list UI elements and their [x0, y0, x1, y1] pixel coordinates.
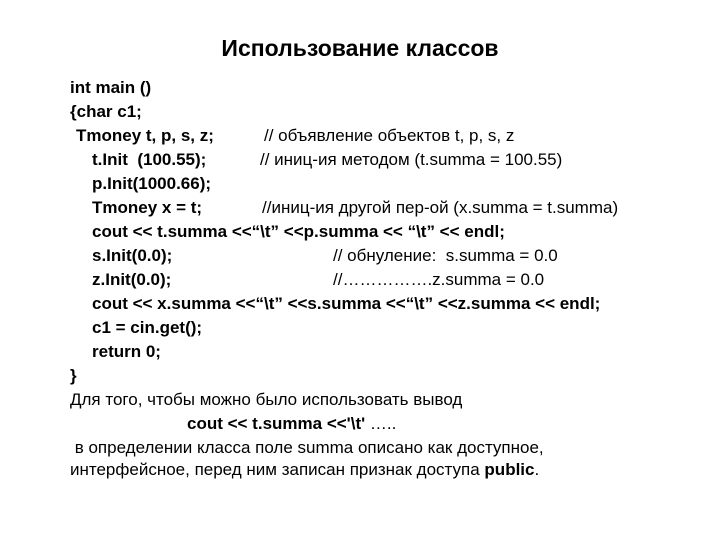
code-line-char-decl: {char c1; — [70, 102, 142, 121]
note-public-keyword: public — [484, 460, 535, 479]
code-comment-x-copy: //иниц-ия другой пер-ой (x.summa = t.summa) — [262, 198, 619, 217]
note-line-3: в определении класса поле summa описано как доступное, — [70, 438, 544, 457]
code-line-cout-1: cout << t.summa <<“\t” <<p.summa << “\t” << endl; — [92, 222, 505, 241]
code-comment-s-init: // обнуление: s.summa = 0.0 — [333, 246, 558, 265]
code-comment-z-init: //…………….z.summa = 0.0 — [333, 270, 545, 289]
code-comment-t-init: // иниц-ия методом (t.summa = 100.55) — [260, 150, 563, 169]
note-code-snippet: cout << t.summa <<'\t' — [187, 414, 366, 433]
slide-title: Использование классов — [221, 35, 499, 61]
code-line-main: int main () — [70, 78, 152, 97]
note-line-4 — [70, 459, 539, 481]
note-line-4-period: . — [534, 460, 540, 479]
code-line-s-init: s.Init(0.0); — [92, 246, 173, 265]
code-line-return: return 0; — [92, 342, 161, 361]
code-line-cin-get: c1 = cin.get(); — [92, 318, 203, 337]
code-line-tmoney-decl: Tmoney t, p, s, z; — [76, 126, 214, 145]
code-line-z-init: z.Init(0.0); — [92, 270, 172, 289]
code-line-x-copy: Tmoney x = t; — [92, 198, 203, 217]
code-line-p-init: p.Init(1000.66); — [92, 174, 212, 193]
code-line-closing-brace: } — [70, 366, 77, 385]
code-line-t-init: t.Init (100.55); — [92, 150, 207, 169]
note-ellipsis: ….. — [365, 414, 397, 433]
note-line-4-text: интерфейсное, перед ним записан признак доступа — [70, 460, 485, 479]
code-comment-decl: // объявление объектов t, p, s, z — [264, 126, 515, 145]
code-line-cout-2: cout << x.summa <<“\t” <<s.summa <<“\t” <<z.summa << endl; — [92, 294, 601, 313]
note-line-2 — [187, 413, 396, 435]
note-line-1: Для того, чтобы можно было использовать вывод — [70, 390, 463, 409]
